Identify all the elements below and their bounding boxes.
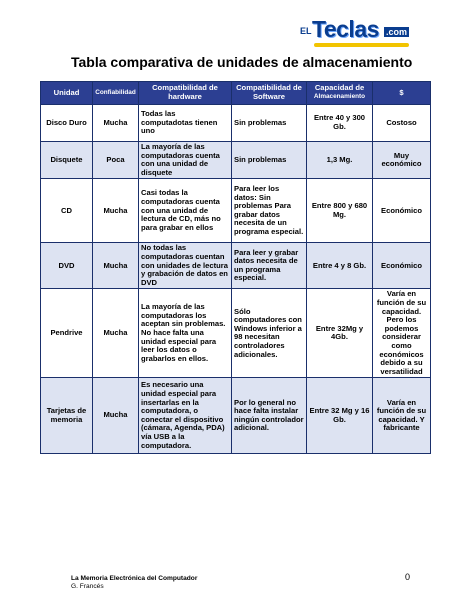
cell-hardware: Es necesario una unidad especial para insertarlas en la computadora, o conectar el dispositivo (cámara, Agenda, PDA) vía USB a la computadora. (139, 378, 232, 454)
cell-confiabilidad: Mucha (93, 179, 139, 243)
table-row (41, 142, 431, 179)
cell-software: Para leer los datos: Sin problemas Para grabar datos necesita de un programa especial. (232, 179, 307, 243)
cell-capacidad: Entre 32 Mg y 16 Gb. (307, 378, 373, 454)
page-title: Tabla comparativa de unidades de almacenamiento (71, 54, 413, 70)
footer-author: G. Francés (71, 583, 104, 590)
page-number: 0 (405, 572, 411, 582)
cell-software: Sólo computadores con Windows inferior a 98 necesitan controladores adicionales. (232, 289, 307, 378)
cell-software: Sin problemas (232, 105, 307, 142)
cell-hardware: No todas las computadoras cuentan con unidades de lectura y grabación de datos en DVD (139, 243, 232, 289)
cell-confiabilidad: Mucha (93, 289, 139, 378)
cell-precio: Económico (373, 243, 431, 289)
cell-confiabilidad: Mucha (93, 243, 139, 289)
header-capacidad-top: Capacidad de (314, 83, 365, 93)
cell-precio: Varía en función de su capacidad. Pero los podemos considerar como económicos debido a su versatilidad (373, 289, 431, 378)
header-capacidad-bottom: Almacenamiento (313, 93, 366, 100)
header-precio: $ (373, 82, 431, 105)
cell-capacidad: 1,3 Mg. (307, 142, 373, 179)
cell-capacidad: Entre 40 y 300 Gb. (307, 105, 373, 142)
cell-capacidad: Entre 4 y 8 Gb. (307, 243, 373, 289)
logo-suffix: .com (386, 27, 408, 37)
header-hardware: Compatibilidad de hardware (139, 82, 232, 105)
table-row (41, 378, 431, 454)
cell-software: Sin problemas (232, 142, 307, 179)
cell-unidad: CD (41, 179, 93, 243)
logo-swoosh (314, 43, 409, 47)
logo-main: Teclas (312, 16, 379, 42)
footer (71, 575, 197, 591)
cell-precio: Costoso (373, 105, 431, 142)
cell-unidad: DVD (41, 243, 93, 289)
cell-hardware: Casi todas la computadoras cuenta con una unidad de lectura de CD, más no para grabar en ellos (139, 179, 232, 243)
cell-unidad: Pendrive (41, 289, 93, 378)
teclas-logo (300, 18, 410, 44)
cell-unidad: Disco Duro (41, 105, 93, 142)
cell-precio: Muy económico (373, 142, 431, 179)
header-confiabilidad: Confiabilidad (93, 82, 139, 105)
cell-capacidad: Entre 800 y 680 Mg. (307, 179, 373, 243)
cell-confiabilidad: Mucha (93, 105, 139, 142)
logo-prefix: EL (300, 26, 312, 36)
header-capacidad (307, 82, 373, 105)
cell-software: Para leer y grabar datos necesita de un programa especial. (232, 243, 307, 289)
comparison-table (40, 81, 431, 454)
cell-precio: Económico (373, 179, 431, 243)
cell-hardware: Todas las computadotas tienen uno (139, 105, 232, 142)
cell-software: Por lo general no hace falta instalar ningún controlador adicional. (232, 378, 307, 454)
header-unidad: Unidad (41, 82, 93, 105)
cell-unidad: Disquete (41, 142, 93, 179)
cell-confiabilidad: Mucha (93, 378, 139, 454)
table-row (41, 179, 431, 243)
header-software: Compatibilidad de Software (232, 82, 307, 105)
cell-hardware: La mayoría de las computadoras los aceptan sin problemas. No hace falta una unidad especial para leer los datos o grabarlos en ellos. (139, 289, 232, 378)
cell-capacidad: Entre 32Mg y 4Gb. (307, 289, 373, 378)
table-row (41, 289, 431, 378)
cell-unidad: Tarjetas de memoria (41, 378, 93, 454)
table-row (41, 243, 431, 289)
cell-precio: Varía en función de su capacidad. Y fabricante (373, 378, 431, 454)
cell-hardware: La mayoría de las computadoras cuenta con una unidad de disquete (139, 142, 232, 179)
footer-document-title: La Memoria Electrónica del Computador (71, 575, 198, 582)
cell-confiabilidad: Poca (93, 142, 139, 179)
table-header-row (41, 82, 431, 105)
table-row (41, 105, 431, 142)
